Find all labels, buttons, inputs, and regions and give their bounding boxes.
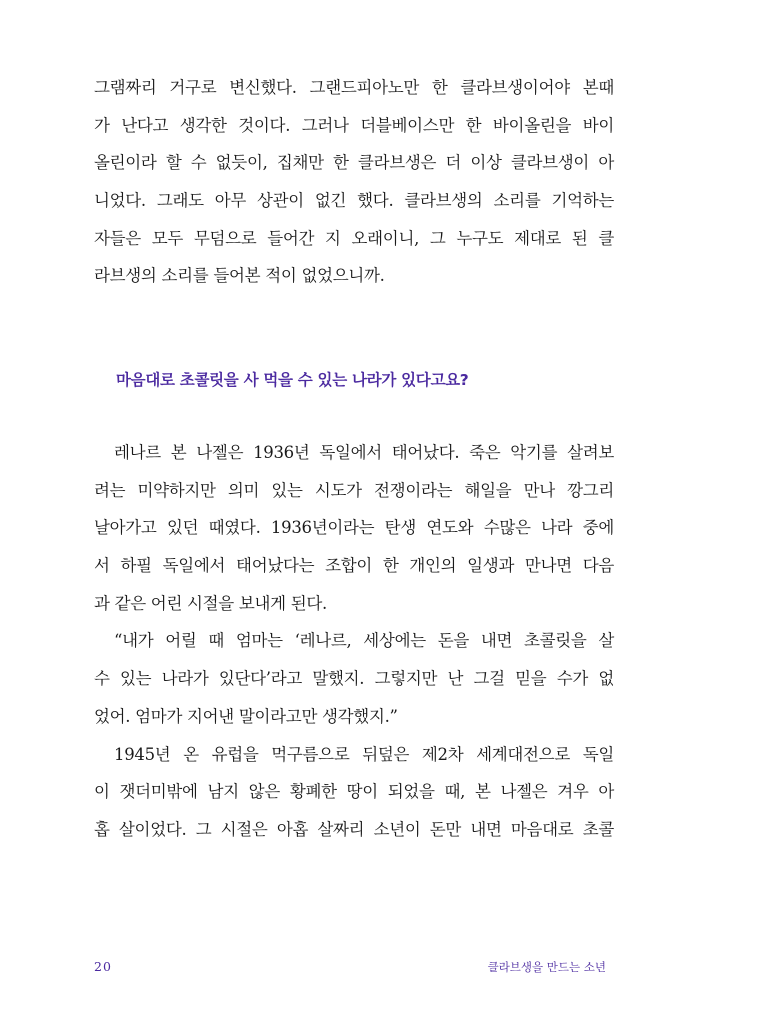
text-line: 홉 살이었다. 그 시절은 아홉 살짜리 소년이 돈만 내면 마음대로 초콜 [94,819,614,839]
quote-line: 수 있는 나라가 있단다’라고 말했지. 그렇지만 난 그걸 믿을 수가 없 [94,669,614,689]
running-footer-title: 클라브생을 만드는 소년 [487,960,606,974]
text-line: 그램짜리 거구로 변신했다. 그랜드피아노만 한 클라브생이어야 본때 [94,78,614,97]
text-line: 과 같은 어린 시절을 보내게 된다. [94,593,327,613]
text-line: 니었다. 그래도 아무 상관이 없긴 했다. 클라브생의 소리를 기억하는 [94,191,614,211]
text-line: 날아가고 있던 때였다. 1936년이라는 탄생 연도와 수많은 나라 중에 [94,518,614,538]
quote-line: “내가 어릴 때 엄마는 ‘레나르, 세상에는 돈을 내면 초콜릿을 살 [114,631,614,651]
body-paragraph-1 [94,69,614,295]
page-number: 20 [94,959,112,974]
body-paragraph-2 [94,434,614,849]
text-line: 올린이라 할 수 없듯이, 집채만 한 클라브생은 더 이상 클라브생이 아 [94,153,614,173]
text-line: 가 난다고 생각한 것이다. 그러나 더블베이스만 한 바이올린을 바이 [94,115,614,135]
text-line: 려는 미약하지만 의미 있는 시도가 전쟁이라는 해일을 만나 깡그리 [94,480,614,500]
quote-line: 었어. 엄마가 지어낸 말이라고만 생각했지.” [94,706,398,726]
text-line: 자들은 모두 무덤으로 들어간 지 오래이니, 그 누구도 제대로 된 클 [94,228,614,248]
text-line: 라브생의 소리를 들어본 적이 없었으니까. [94,266,385,286]
text-line: 서 하필 독일에서 태어났다는 조합이 한 개인의 일생과 만나면 다음 [94,556,614,576]
section-heading: 마음대로 초콜릿을 사 먹을 수 있는 나라가 있다고요? [116,371,469,389]
text-line: 이 잿더미밖에 남지 않은 황폐한 땅이 되었을 때, 본 나젤은 겨우 아 [94,782,614,802]
text-line: 레나르 본 나젤은 1936년 독일에서 태어났다. 죽은 악기를 살려보 [114,443,614,462]
text-line: 1945년 온 유럽을 먹구름으로 뒤덮은 제2차 세계대전으로 독일 [114,744,614,764]
